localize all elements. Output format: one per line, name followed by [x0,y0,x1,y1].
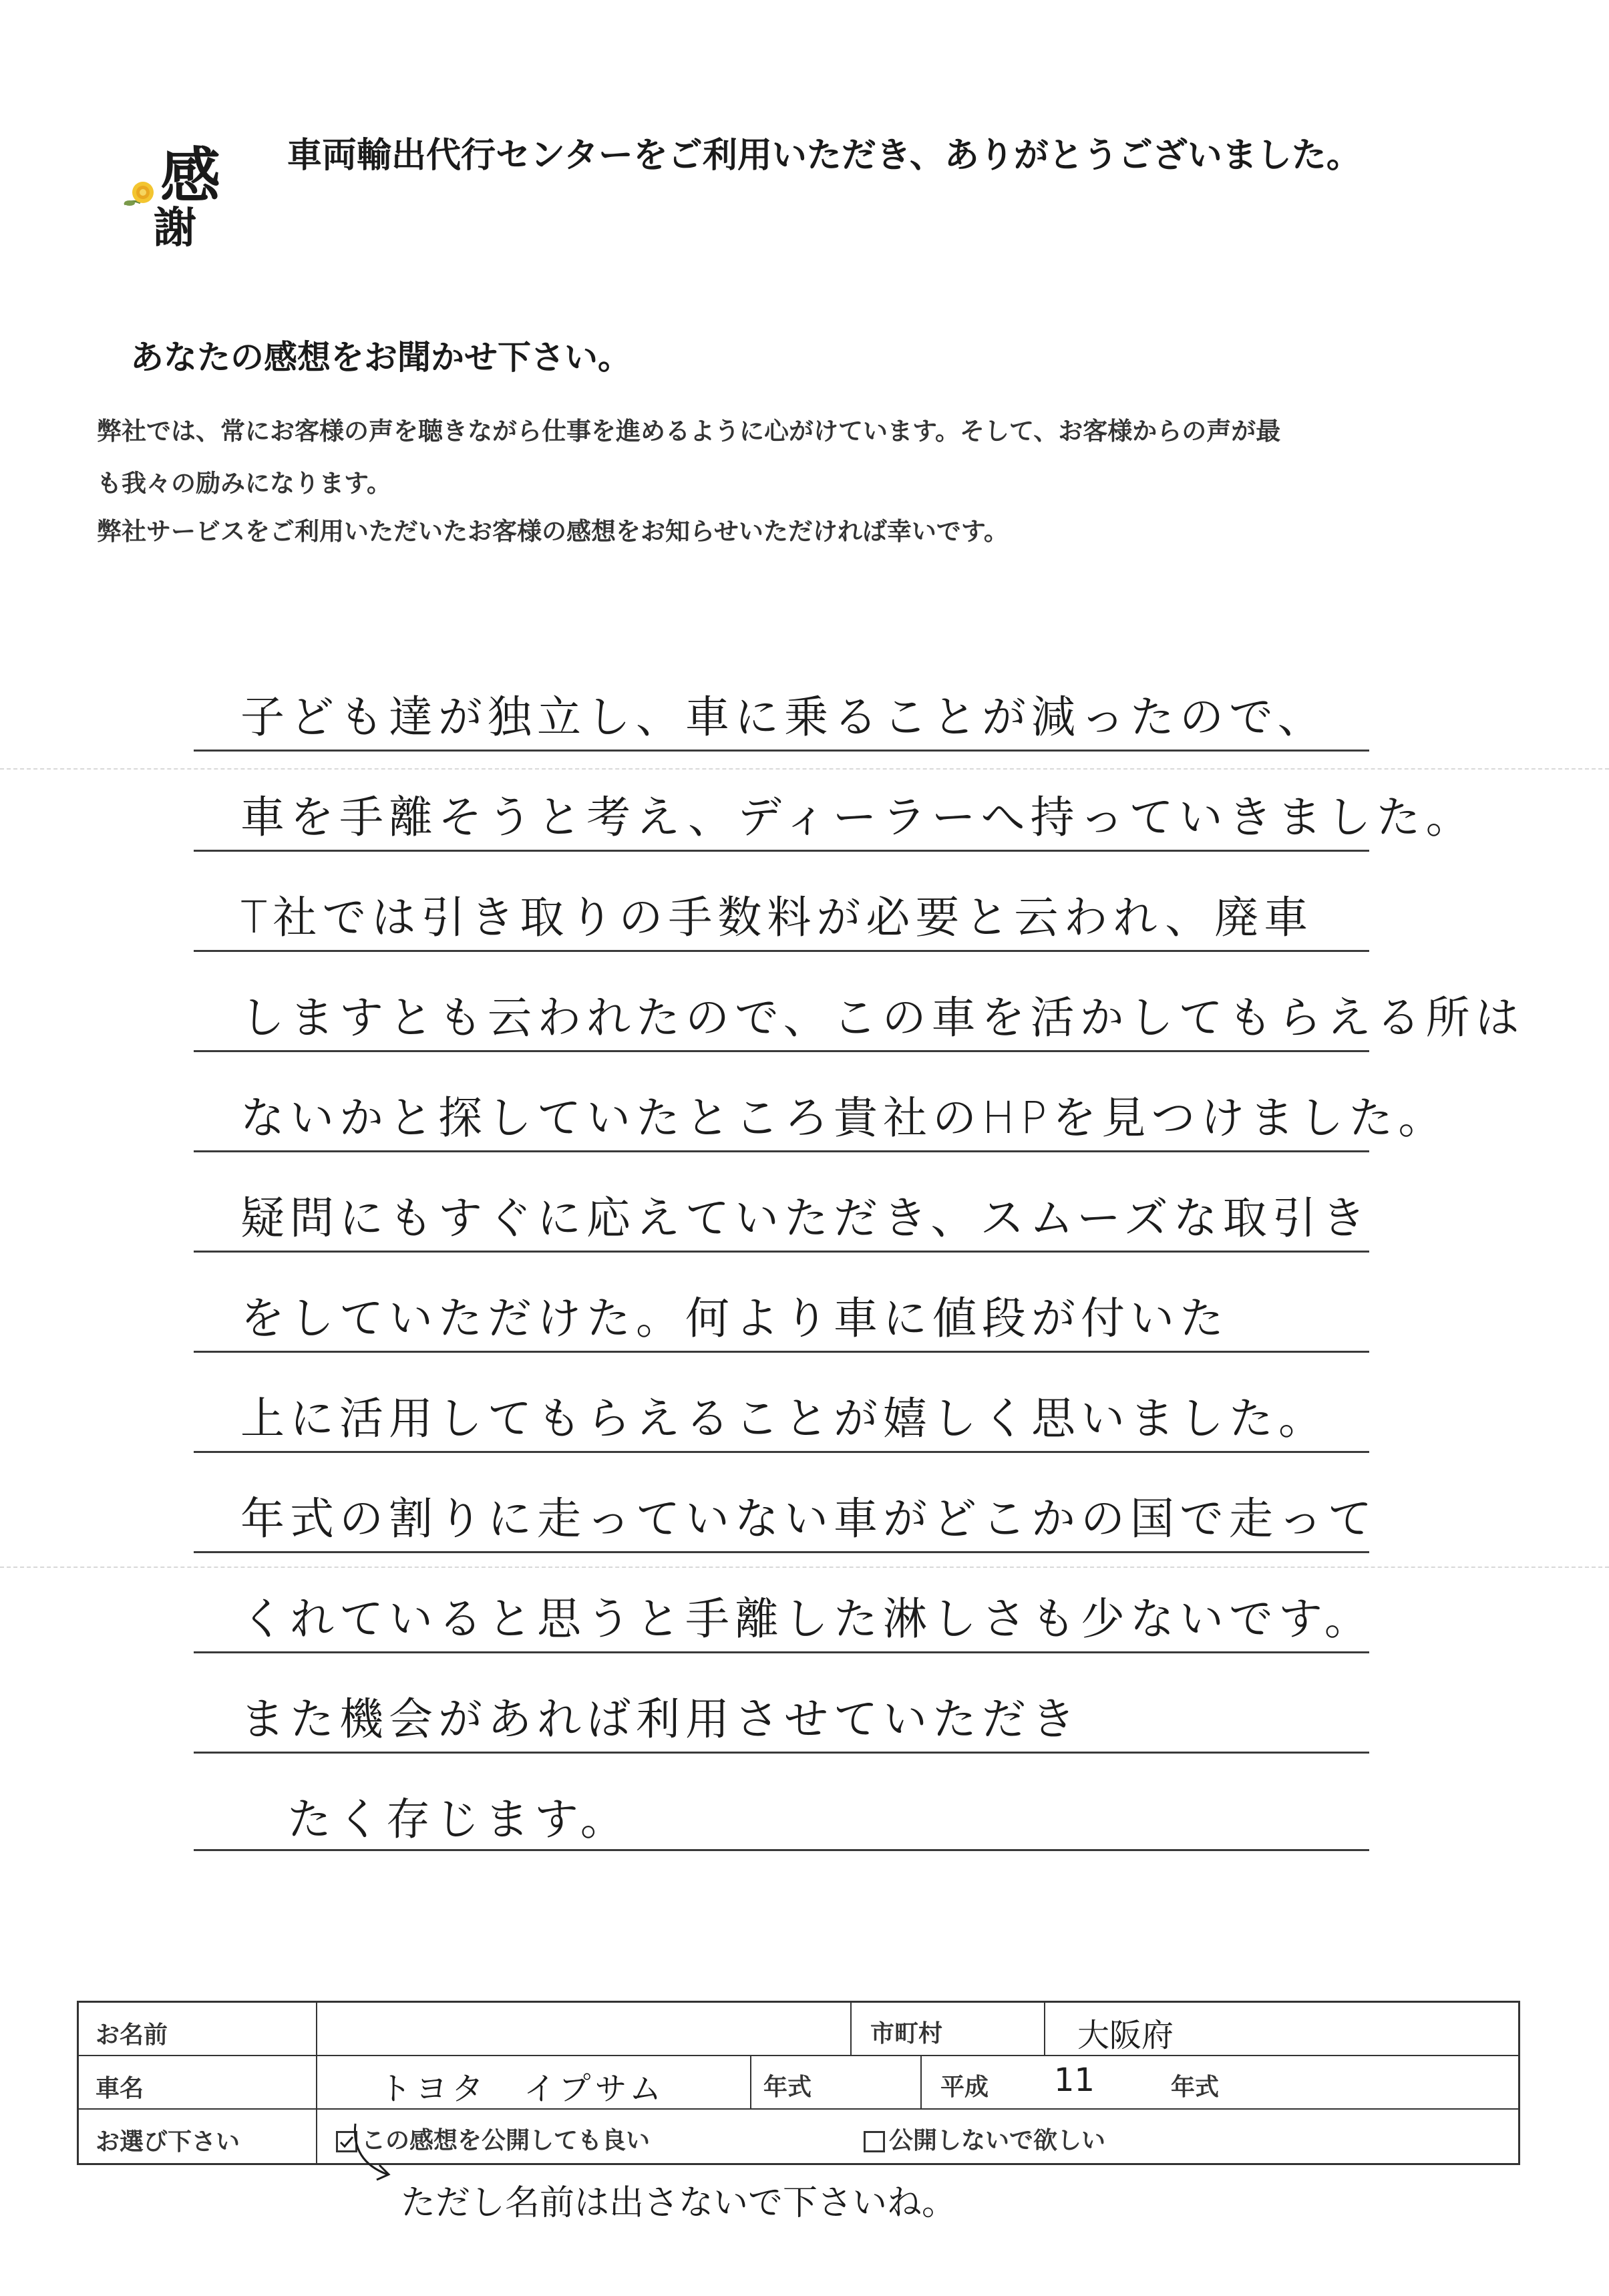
form-divider [79,2108,1518,2110]
no-publish-checkbox[interactable] [864,2131,885,2152]
form-divider [750,2055,751,2108]
seal-kanji-kan: 感 [160,140,220,211]
year-suffix: 年式 [1171,2074,1220,2101]
ruled-line [194,750,1369,752]
form-divider [316,2003,317,2163]
choose-label: お選び下さい [96,2128,240,2156]
ruled-line [194,1150,1369,1152]
comment-line: 疑問にもすぐに応えていただき、スムーズな取引き [240,1192,1371,1244]
comment-line: また機会があれば利用させていただき [240,1693,1081,1745]
ruled-line [194,1351,1369,1353]
thanks-heading: 車両輸出代行センターをご利用いただき、ありがとうございました。 [287,136,1361,176]
ruled-line [194,1849,1369,1851]
form-divider [79,2055,1518,2056]
handwritten-note: ただし名前は出さないで下さいね。 [401,2183,957,2223]
ruled-line [194,1752,1369,1754]
ruled-line [194,1251,1369,1253]
comment-line: をしていただけた。何より車に値段が付いた [240,1293,1229,1344]
no-publish-option-label: 公開しないで欲しい [889,2127,1106,2154]
car-value: トヨタ イプサム [379,2070,666,2108]
seal-kanji-sha: 謝 [154,203,196,253]
ruled-line [194,1651,1369,1653]
fold-line [0,768,1609,770]
form-divider [850,2003,852,2055]
era-label: 平成 [940,2074,989,2101]
ruled-line [194,1451,1369,1453]
intro-line-2: も我々の励みになります。 [97,469,392,498]
intro-line-3: 弊社サービスをご利用いただいたお客様の感想をお知らせいただければ幸いです。 [97,517,1009,546]
comment-line: たく存じます。 [287,1794,630,1845]
city-label: 市町村 [870,2020,943,2047]
city-value: 大阪府 [1077,2017,1174,2054]
name-label: お名前 [96,2021,168,2049]
comment-line: T社では引き取りの手数料が必要と云われ、廃車 [240,892,1314,943]
ruled-line [194,1551,1369,1553]
comment-line: ないかと探していたところ貴社のHPを見つけました。 [240,1092,1448,1144]
comment-line: 年式の割りに走っていない車がどこかの国で走って [240,1493,1377,1544]
intro-line-1: 弊社では、常にお客様の声を聴きながら仕事を進めるように心がけています。そして、お客様からの声が最 [97,417,1281,446]
publish-option-label: この感想を公開しても良い [361,2127,651,2154]
ruled-line [194,950,1369,952]
comment-line: くれていると思うと手離した淋しさも少ないです。 [240,1593,1374,1645]
year-value: 11 [1054,2062,1095,2099]
comment-line: 子ども達が独立し、車に乗ることが減ったので、 [240,691,1327,743]
year-label: 年式 [763,2074,812,2101]
comment-line: しますとも云われたので、この車を活かしてもらえる所は [240,992,1525,1043]
form-divider [1044,2003,1045,2055]
thanks-seal [100,120,247,254]
note-arrow-icon [347,2121,407,2194]
ruled-line [194,850,1369,852]
ruled-line [194,1050,1369,1052]
fold-line [0,1567,1609,1568]
form-divider [920,2055,922,2108]
car-label: 車名 [96,2075,144,2102]
customer-info-form [77,2001,1520,2165]
comment-line: 車を手離そうと考え、ディーラーへ持っていきました。 [240,792,1475,843]
no-publish-option[interactable] [864,2122,1105,2156]
comment-line: 上に活用してもらえることが嬉しく思いました。 [240,1393,1328,1444]
survey-title: あなたの感想をお聞かせ下さい。 [130,338,631,377]
